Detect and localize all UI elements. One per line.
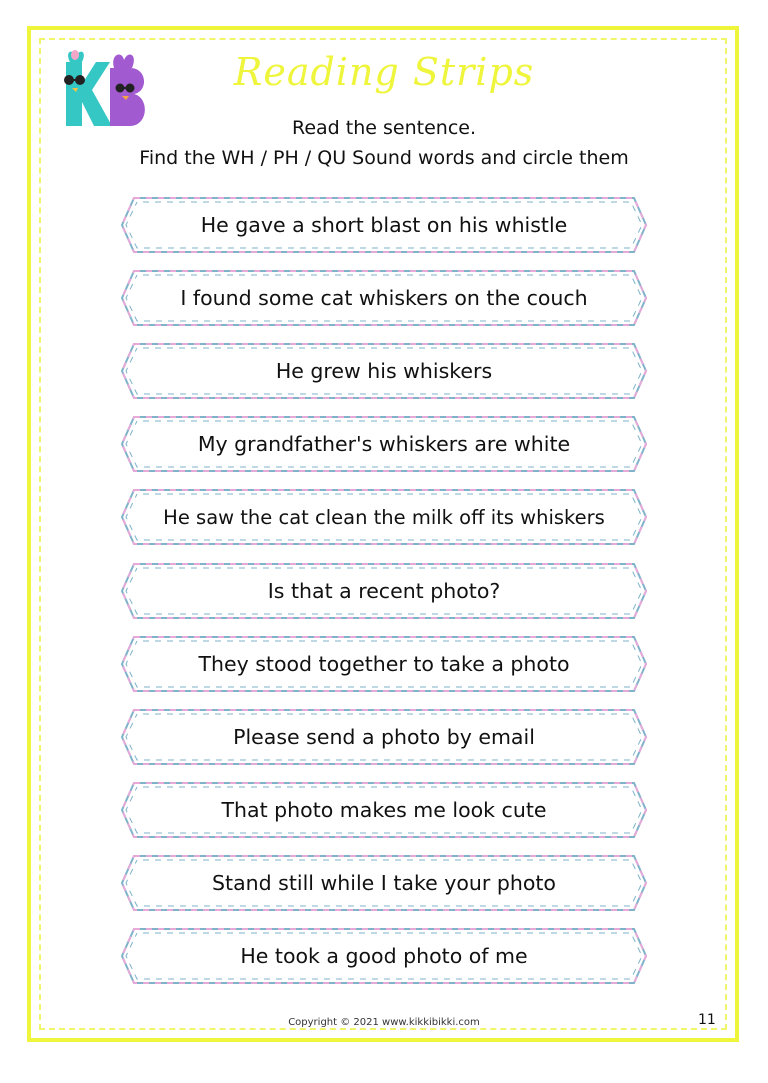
instruction-find: Find the WH / PH / QU Sound words and circle them [139,147,629,169]
instruction-read: Read the sentence. [292,117,476,139]
strip-sentence: They stood together to take a photo [198,651,570,676]
reading-strip [120,854,648,912]
reading-strip [120,927,648,985]
reading-strip [120,708,648,766]
copyright-text: Copyright © 2021 www.kikkibikki.com [288,1017,480,1028]
reading-strip [120,635,648,693]
reading-strip [120,781,648,839]
reading-strip [120,196,648,254]
reading-strip [120,488,648,546]
strip-sentence: That photo makes me look cute [221,797,547,822]
strip-sentence: My grandfather's whiskers are white [197,432,571,457]
page-title: Reading Strips [233,50,535,94]
strip-sentence: I found some cat whiskers on the couch [180,286,588,311]
reading-strip [120,342,648,400]
reading-strip [120,415,648,473]
strip-sentence: He took a good photo of me [240,944,528,968]
strip-sentence: He gave a short blast on his whistle [200,213,568,237]
strip-sentence: Is that a recent photo? [267,578,501,603]
reading-strip [120,562,648,620]
strip-sentence: Please send a photo by email [233,724,535,749]
strip-sentence: Stand still while I take your photo [212,870,556,895]
strip-sentence: He grew his whiskers [275,359,493,384]
strip-sentence: He saw the cat clean the milk off its whiskers [163,505,605,529]
reading-strip [120,269,648,327]
page-number: 11 [698,1012,716,1028]
